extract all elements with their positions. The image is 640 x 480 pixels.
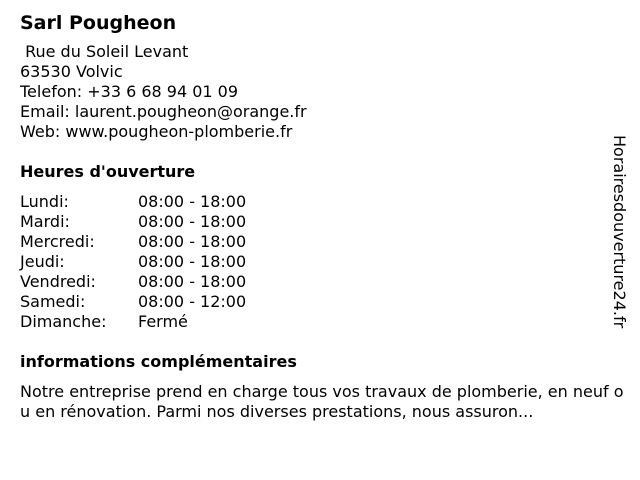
additional-info-text: Notre entreprise prend en charge tous vos travaux de plomberie, en neuf ou en rénovation. Parmi nos diverses prestations, nous assuron... <box>20 382 624 421</box>
hours-time: 08:00 - 18:00 <box>138 192 247 211</box>
hours-row-samedi <box>20 292 632 312</box>
site-watermark: Horairesdouverture24.fr <box>610 135 629 329</box>
hours-time: 08:00 - 12:00 <box>138 292 247 311</box>
hours-time: 08:00 - 18:00 <box>138 252 247 271</box>
hours-day: Vendredi: <box>20 272 96 291</box>
email-line: Email: laurent.pougheon@orange.fr <box>20 102 307 121</box>
hours-day: Mardi: <box>20 212 70 231</box>
street-address: Rue du Soleil Levant <box>20 42 189 61</box>
hours-day: Mercredi: <box>20 232 95 251</box>
hours-time: 08:00 - 18:00 <box>138 212 247 231</box>
hours-day: Dimanche: <box>20 312 107 331</box>
hours-row-lundi <box>20 192 632 212</box>
phone-line: Telefon: +33 6 68 94 01 09 <box>20 82 239 101</box>
hours-time: 08:00 - 18:00 <box>138 272 247 291</box>
hours-row-mercredi <box>20 232 632 252</box>
additional-info-heading: informations complémentaires <box>20 352 297 371</box>
hours-day: Lundi: <box>20 192 69 211</box>
opening-hours-heading: Heures d'ouverture <box>20 162 196 181</box>
hours-time: Fermé <box>138 312 188 331</box>
hours-row-dimanche <box>20 312 632 332</box>
city-address: 63530 Volvic <box>20 62 123 81</box>
hours-day: Samedi: <box>20 292 86 311</box>
hours-day: Jeudi: <box>20 252 65 271</box>
opening-hours-table <box>20 192 632 332</box>
hours-time: 08:00 - 18:00 <box>138 232 247 251</box>
hours-row-vendredi <box>20 272 632 292</box>
website-line: Web: www.pougheon-plomberie.fr <box>20 122 293 141</box>
business-card <box>20 10 632 422</box>
hours-row-mardi <box>20 212 632 232</box>
business-name: Sarl Pougheon <box>20 12 177 34</box>
hours-row-jeudi <box>20 252 632 272</box>
